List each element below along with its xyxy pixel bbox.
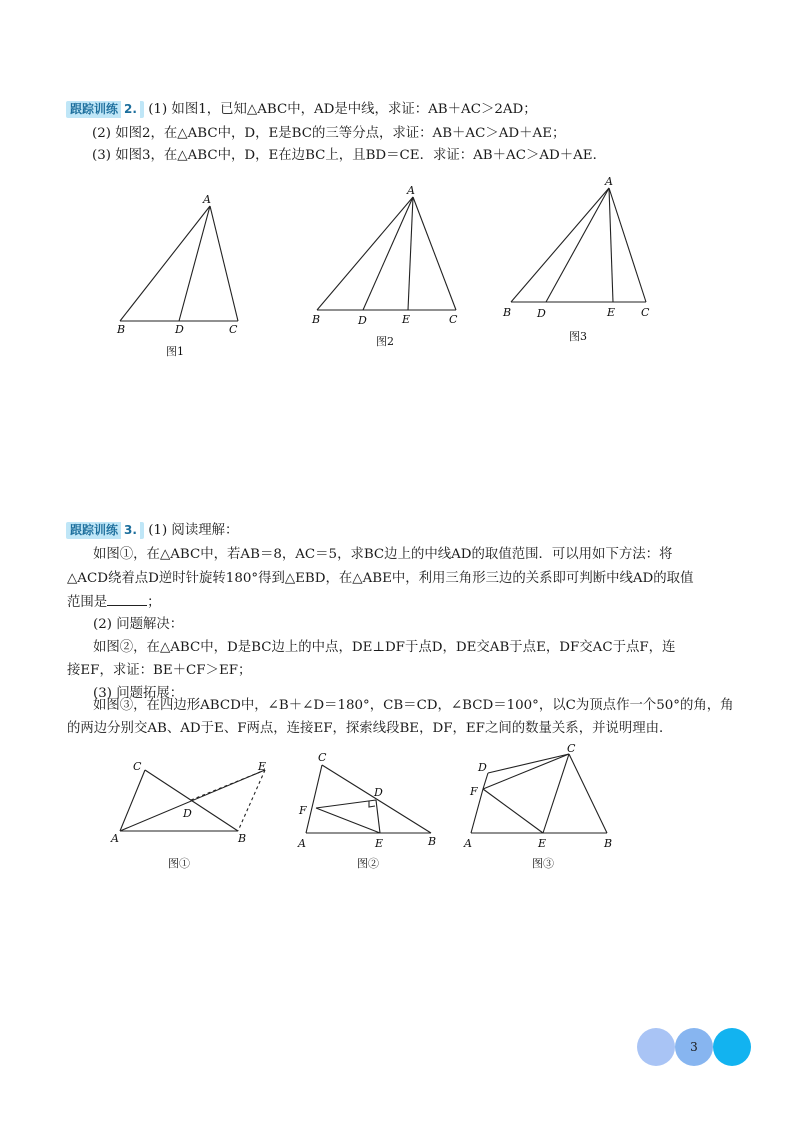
g2-label-A: A — [298, 837, 306, 850]
fig2-caption: 图2 — [376, 335, 394, 348]
g3-label-A: A — [464, 837, 472, 850]
fig1-label-C: C — [229, 323, 238, 336]
g2-label-E: E — [375, 837, 384, 850]
figure-circle-1 — [120, 770, 265, 831]
ex3-range-label: 范围是 — [67, 595, 108, 610]
g1-label-E: E — [258, 760, 267, 773]
ex3-tag: 跟踪训练 3. — [66, 522, 144, 539]
ex2-line-2: (2) 如图2，在△ABC中，D，E是BC的三等分点，求证：AB＋AC＞AD＋AE； — [92, 126, 566, 141]
g1-label-B: B — [238, 832, 247, 845]
g3-caption: 图③ — [532, 857, 554, 870]
ex3-line-10: 的两边分别交AB、AD于E、F两点，连接EF，探索线段BE，DF，EF之间的数量关系，并说明理由． — [67, 721, 673, 736]
g3-label-F: F — [470, 785, 478, 798]
fig3-label-A: A — [605, 175, 613, 188]
ex3-line-9: 如图③，在四边形ABCD中，∠B＋∠D＝180°，CB＝CD，∠BCD＝100°，以C为顶点作一个50°的角，角 — [93, 698, 734, 713]
fig1-label-A: A — [203, 193, 211, 206]
g3-label-E: E — [538, 837, 547, 850]
fig3-label-E: E — [607, 306, 616, 319]
figure-circle-2 — [306, 765, 431, 833]
fig3-label-C: C — [641, 306, 650, 319]
fig2-label-B: B — [312, 313, 321, 326]
fig2-label-D: D — [358, 314, 367, 327]
ex2-line-3: (3) 如图3，在△ABC中，D，E在边BC上，且BD＝CE．求证：AB＋AC＞AD＋AE． — [92, 148, 606, 163]
fig2-label-A: A — [407, 184, 415, 197]
g3-label-C: C — [567, 742, 576, 755]
badge-circle-right — [713, 1028, 751, 1066]
fig2-label-E: E — [402, 313, 411, 326]
fig1-label-B: B — [117, 323, 126, 336]
g2-caption: 图② — [357, 857, 379, 870]
figure-1 — [120, 206, 238, 321]
figure-3 — [511, 188, 646, 302]
ex3-line-5: (2) 问题解决： — [93, 617, 184, 632]
badge-circle-left — [637, 1028, 675, 1066]
g2-label-F: F — [299, 804, 307, 817]
g3-label-D: D — [478, 761, 487, 774]
fig1-label-D: D — [175, 323, 184, 336]
answer-blank[interactable] — [107, 593, 147, 606]
page-number-badge — [637, 1028, 751, 1066]
fig2-label-C: C — [449, 313, 458, 326]
ex3-line-2: 如图①，在△ABC中，若AB＝8，AC＝5，求BC边上的中线AD的取值范围．可以用如下方法：将 — [93, 547, 673, 562]
g1-label-D: D — [183, 807, 192, 820]
figure-2 — [317, 197, 456, 310]
figure-circle-3 — [471, 754, 607, 833]
g2-label-B: B — [428, 835, 437, 848]
page-number: 3 — [690, 1040, 698, 1054]
fig3-label-B: B — [503, 306, 512, 319]
ex3-line-4 — [67, 593, 161, 612]
ex3-part1-heading: (1) 阅读理解： — [148, 523, 239, 538]
ex3-range-end: ； — [147, 595, 161, 610]
ex2-line-1 — [66, 101, 537, 119]
g1-label-A: A — [111, 832, 119, 845]
ex2-part1-text: (1) 如图1，已知△ABC中，AD是中线，求证：AB＋AC＞2AD； — [148, 102, 537, 117]
fig1-caption: 图1 — [166, 345, 184, 358]
ex3-line-6: 如图②，在△ABC中，D是BC边上的中点，DE⊥DF于点D，DE交AB于点E，DF交AC于点F，连 — [93, 640, 676, 655]
g1-label-C: C — [133, 760, 142, 773]
ex3-line-1 — [66, 522, 238, 540]
ex3-line-8: (3) 问题拓展： — [93, 686, 184, 701]
g3-label-B: B — [604, 837, 613, 850]
g2-label-D: D — [374, 786, 383, 799]
g2-label-C: C — [318, 751, 327, 764]
fig3-label-D: D — [537, 307, 546, 320]
fig3-caption: 图3 — [569, 330, 587, 343]
g1-caption: 图① — [168, 857, 190, 870]
ex3-line-3: △ACD绕着点D逆时针旋转180°得到△EBD，在△ABE中，利用三角形三边的关系即可判断中线AD的取值 — [67, 571, 694, 586]
ex3-line-7: 接EF，求证：BE＋CF＞EF； — [67, 663, 252, 678]
ex2-tag: 跟踪训练 2. — [66, 101, 144, 118]
